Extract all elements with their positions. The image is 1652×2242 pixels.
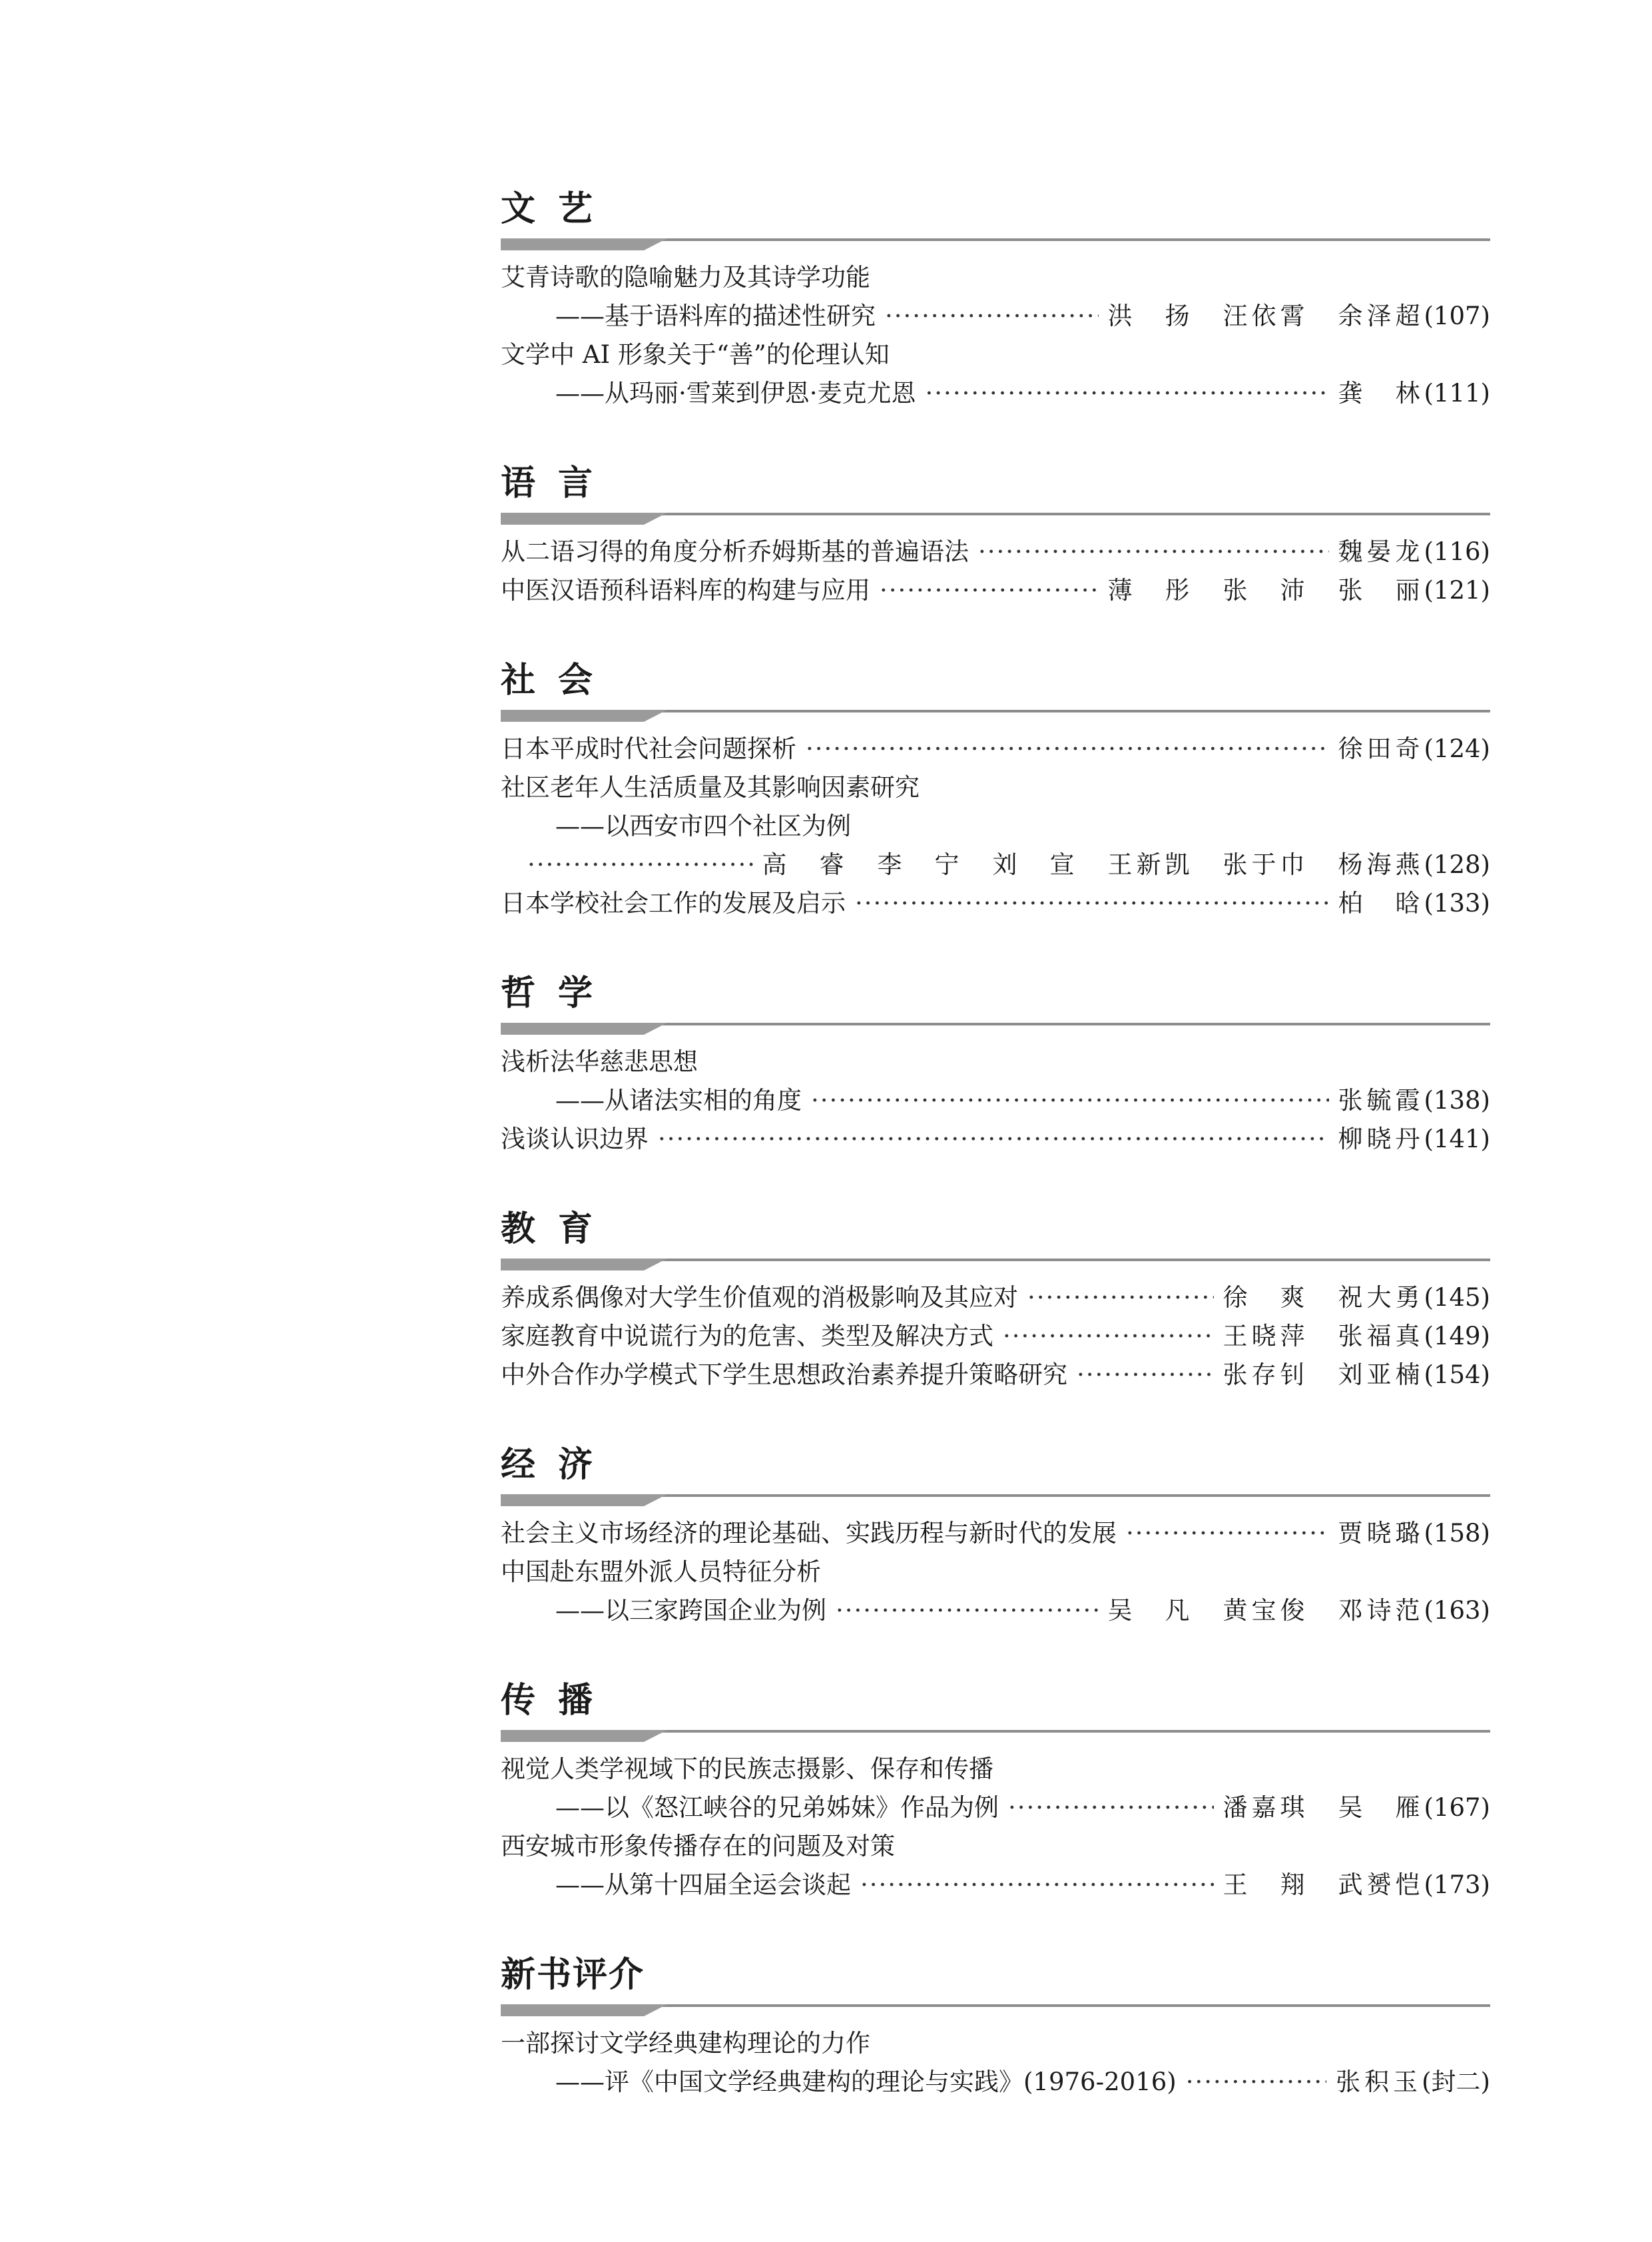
toc-subtitle-line[interactable]	[501, 1591, 1490, 1630]
entry-title: 社会主义市场经济的理论基础、实践历程与新时代的发展	[501, 1519, 1117, 1547]
author-name: 徐田奇	[1338, 734, 1424, 763]
dot-leader	[658, 1120, 1329, 1159]
section-title: 文艺	[501, 189, 616, 229]
entry-list	[501, 1746, 1490, 1904]
entry-title: 中医汉语预科语料库的构建与应用	[501, 576, 870, 605]
section-rule-wedge	[501, 238, 667, 250]
entry-title: ——从玛丽·雪莱到伊恩·麦克尤恩	[555, 379, 916, 408]
entry-title: 从二语习得的角度分析乔姆斯基的普遍语法	[501, 537, 969, 566]
author-name: 杨海燕	[1338, 850, 1424, 879]
toc-entry[interactable]	[501, 571, 1490, 610]
toc-entry[interactable]	[501, 884, 1490, 923]
entry-authors	[1338, 1120, 1424, 1159]
entry-title: 一部探讨文学经典建构理论的力作	[501, 2029, 870, 2058]
dot-leader	[811, 1081, 1329, 1120]
page-number: (133)	[1424, 889, 1490, 918]
toc-entry[interactable]	[501, 2024, 1490, 2063]
section-rule-wedge	[501, 1259, 667, 1270]
toc-subtitle-line[interactable]	[501, 1081, 1490, 1120]
author-name: 魏晏龙	[1338, 537, 1424, 566]
entry-title: 养成系偶像对大学生价值观的消极影响及其应对	[501, 1283, 1018, 1312]
author-name: 刘亚楠	[1338, 1360, 1424, 1389]
author-name: 王 翔	[1223, 1870, 1309, 1899]
entry-title: 日本平成时代社会问题探析	[501, 734, 796, 763]
author-name: 张积玉	[1336, 2068, 1422, 2096]
dot-leader	[527, 846, 753, 884]
section-rule-wedge	[501, 1023, 667, 1035]
toc-section	[501, 964, 1490, 1159]
toc-subtitle-line[interactable]	[501, 374, 1490, 413]
author-name: 张 丽	[1338, 576, 1424, 605]
section-rule-wedge	[501, 513, 667, 525]
entry-authors	[1223, 1317, 1424, 1356]
entry-authors	[1223, 1356, 1424, 1394]
toc-entry[interactable]	[501, 336, 1490, 374]
entry-title: 社区老年人生活质量及其影响因素研究	[501, 773, 920, 802]
dot-leader	[880, 571, 1099, 610]
toc-entry[interactable]	[501, 1278, 1490, 1317]
section-title: 社会	[501, 661, 616, 701]
page-number: (128)	[1424, 850, 1490, 879]
entry-title: 家庭教育中说谎行为的危害、类型及解决方式	[501, 1322, 993, 1350]
entry-authors	[1338, 374, 1424, 413]
entry-title: ——从诸法实相的角度	[555, 1086, 802, 1115]
page-number: (141)	[1424, 1125, 1490, 1153]
toc-entry[interactable]	[501, 533, 1490, 571]
toc-entry[interactable]	[501, 1120, 1490, 1159]
toc-entry[interactable]	[501, 1750, 1490, 1789]
entry-authors	[1338, 1081, 1424, 1120]
dot-leader	[1077, 1356, 1214, 1394]
entry-title: 日本学校社会工作的发展及启示	[501, 889, 846, 918]
toc-section	[501, 454, 1490, 610]
entry-list	[501, 1510, 1490, 1630]
entry-authors	[1223, 1278, 1424, 1317]
entry-title: 西安城市形象传播存在的问题及对策	[501, 1832, 895, 1860]
toc-entry[interactable]	[501, 768, 1490, 807]
dot-leader	[1186, 2063, 1326, 2102]
section-header	[501, 651, 1490, 726]
toc-section	[501, 1200, 1490, 1394]
author-name: 余泽超	[1338, 302, 1424, 330]
toc-subtitle-line[interactable]	[501, 1789, 1490, 1827]
entry-authors	[1108, 1591, 1424, 1630]
author-name: 吴 雁	[1338, 1793, 1424, 1822]
dot-leader	[978, 533, 1329, 571]
entry-title: 中国赴东盟外派人员特征分析	[501, 1557, 821, 1586]
page-number: (145)	[1424, 1283, 1490, 1312]
section-title: 语言	[501, 463, 616, 503]
entry-authors	[1108, 297, 1424, 336]
author-name: 柳晓丹	[1338, 1125, 1424, 1153]
entry-title: ——从第十四届全运会谈起	[555, 1870, 851, 1899]
section-title: 哲学	[501, 974, 616, 1013]
section-rule-wedge	[501, 1730, 667, 1742]
toc-entry[interactable]	[501, 846, 1490, 884]
author-name: 邓诗范	[1338, 1596, 1424, 1625]
page-number: (121)	[1424, 576, 1490, 605]
author-name: 祝大勇	[1338, 1283, 1424, 1312]
toc-entry[interactable]	[501, 1514, 1490, 1553]
author-name: 张 沛	[1223, 576, 1309, 605]
author-name: 刘 宣	[992, 850, 1079, 879]
toc-entry[interactable]	[501, 1043, 1490, 1081]
author-name: 王晓萍	[1223, 1322, 1309, 1350]
entry-title: ——以西安市四个社区为例	[555, 812, 851, 840]
entry-authors	[1223, 1866, 1424, 1904]
dot-leader	[1126, 1514, 1329, 1553]
toc-subtitle-line[interactable]	[501, 297, 1490, 336]
entry-title: 浅谈认识边界	[501, 1125, 649, 1153]
dot-leader	[806, 730, 1329, 768]
page-number: (124)	[1424, 734, 1490, 763]
entry-authors	[1108, 571, 1424, 610]
section-header	[501, 1200, 1490, 1274]
section-rule-wedge	[501, 2004, 667, 2016]
page-number: (封二)	[1422, 2068, 1490, 2096]
entry-title: ——以《怒江峡谷的兄弟姊妹》作品为例	[555, 1793, 999, 1822]
section-header	[501, 1946, 1490, 2020]
entry-authors	[1223, 1789, 1424, 1827]
entry-title: 文学中 AI 形象关于“善”的伦理认知	[501, 340, 890, 369]
dot-leader	[926, 374, 1329, 413]
page-number: (138)	[1424, 1086, 1490, 1115]
entry-title: ——以三家跨国企业为例	[555, 1596, 826, 1625]
author-name: 汪依霄	[1223, 302, 1309, 330]
dot-leader	[836, 1591, 1099, 1630]
dot-leader	[1027, 1278, 1214, 1317]
page-number: (158)	[1424, 1519, 1490, 1547]
toc-section	[501, 180, 1490, 413]
toc-section	[501, 1671, 1490, 1904]
entry-authors	[762, 846, 1424, 884]
section-rule-wedge	[501, 1494, 667, 1506]
author-name: 黄宝俊	[1223, 1596, 1309, 1625]
author-name: 王新凯	[1107, 850, 1194, 879]
toc-subtitle-line[interactable]	[501, 1866, 1490, 1904]
page-number: (107)	[1424, 302, 1490, 330]
toc-entry[interactable]	[501, 1827, 1490, 1866]
entry-list	[501, 529, 1490, 610]
entry-list	[501, 1274, 1490, 1394]
author-name: 贾晓璐	[1338, 1519, 1424, 1547]
entry-list	[501, 1039, 1490, 1159]
toc-entry[interactable]	[501, 1356, 1490, 1394]
entry-authors	[1338, 730, 1424, 768]
entry-title: 视觉人类学视域下的民族志摄影、保存和传播	[501, 1755, 993, 1783]
author-name: 徐 爽	[1223, 1283, 1309, 1312]
section-header	[501, 964, 1490, 1039]
entry-authors	[1338, 1514, 1424, 1553]
toc-entry[interactable]	[501, 1317, 1490, 1356]
table-of-contents	[501, 180, 1490, 2143]
section-title: 经济	[501, 1445, 616, 1485]
page-number: (116)	[1424, 537, 1490, 566]
section-header	[501, 454, 1490, 529]
page-number: (111)	[1424, 379, 1490, 408]
dot-leader	[860, 1866, 1214, 1904]
entry-title: 艾青诗歌的隐喻魅力及其诗学功能	[501, 263, 870, 292]
author-name: 武赟恺	[1338, 1870, 1424, 1899]
entry-title: ——基于语料库的描述性研究	[555, 302, 876, 330]
entry-list	[501, 2020, 1490, 2102]
page-number: (154)	[1424, 1360, 1490, 1389]
toc-section	[501, 1946, 1490, 2102]
page-number: (163)	[1424, 1596, 1490, 1625]
author-name: 张于巾	[1223, 850, 1309, 879]
author-name: 薄 彤	[1107, 576, 1194, 605]
entry-authors	[1338, 533, 1424, 571]
toc-section	[501, 1436, 1490, 1630]
toc-subtitle-line[interactable]	[501, 807, 1490, 846]
page-number: (173)	[1424, 1870, 1490, 1899]
dot-leader	[885, 297, 1099, 336]
section-header	[501, 1671, 1490, 1746]
entry-authors	[1336, 2063, 1422, 2102]
author-name: 龚 林	[1338, 379, 1424, 408]
toc-entry[interactable]	[501, 1553, 1490, 1591]
author-name: 潘嘉琪	[1223, 1793, 1309, 1822]
toc-entry[interactable]	[501, 258, 1490, 297]
entry-list	[501, 726, 1490, 923]
toc-entry[interactable]	[501, 730, 1490, 768]
entry-authors	[1338, 884, 1424, 923]
section-title: 新书评介	[501, 1955, 645, 1995]
page-number: (167)	[1424, 1793, 1490, 1822]
page-number: (149)	[1424, 1322, 1490, 1350]
author-name: 张毓霞	[1338, 1086, 1424, 1115]
toc-section	[501, 651, 1490, 923]
section-rule-wedge	[501, 710, 667, 722]
dot-leader	[1003, 1317, 1214, 1356]
section-title: 传播	[501, 1681, 616, 1721]
section-title: 教育	[501, 1209, 616, 1249]
entry-title: ——评《中国文学经典建构的理论与实践》(1976-2016)	[555, 2068, 1177, 2096]
author-name: 高 睿	[762, 850, 848, 879]
section-header	[501, 1436, 1490, 1510]
author-name: 张福真	[1338, 1322, 1424, 1350]
toc-subtitle-line[interactable]	[501, 2063, 1490, 2102]
author-name: 洪 扬	[1107, 302, 1194, 330]
author-name: 吴 凡	[1107, 1596, 1194, 1625]
dot-leader	[855, 884, 1329, 923]
entry-title: 浅析法华慈悲思想	[501, 1047, 698, 1076]
dot-leader	[1008, 1789, 1214, 1827]
entry-title: 中外合作办学模式下学生思想政治素养提升策略研究	[501, 1360, 1067, 1389]
section-header	[501, 180, 1490, 254]
author-name: 柏 晗	[1338, 889, 1424, 918]
author-name: 李 宁	[877, 850, 964, 879]
entry-list	[501, 254, 1490, 413]
author-name: 张存钊	[1223, 1360, 1309, 1389]
